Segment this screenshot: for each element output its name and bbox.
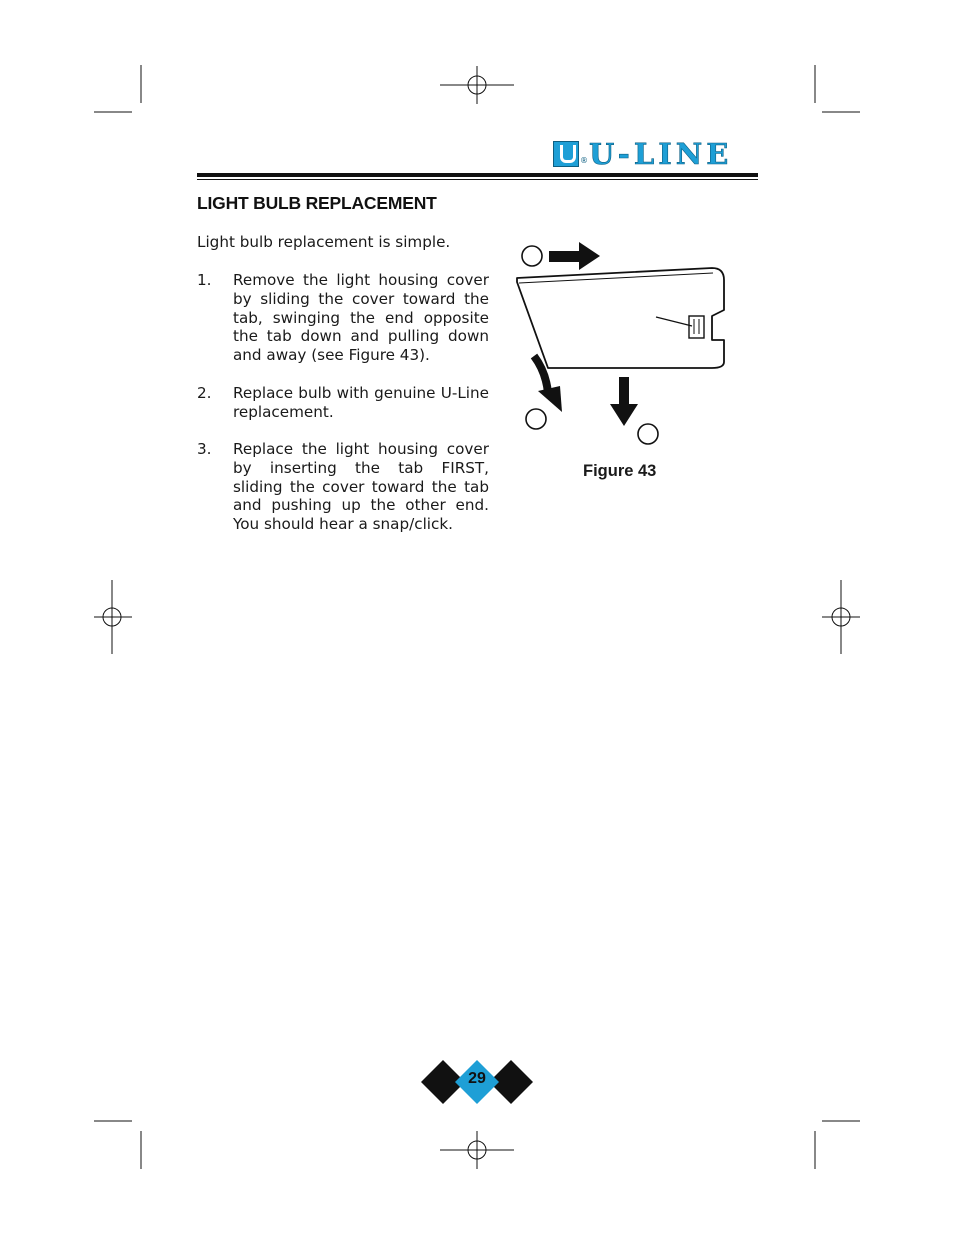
- pull-down-arrow-icon: [610, 377, 638, 426]
- step-text: Remove the light housing cover by sliding the cover toward the tab, swinging the end opposite the tab down and pulling down and away (see Figure 43).: [233, 271, 489, 365]
- figure-43-illustration: [505, 232, 735, 452]
- page-number: 29: [468, 1070, 486, 1087]
- brand-name: U-LINE: [589, 137, 733, 171]
- slide-right-arrow-icon: [549, 242, 600, 270]
- step-number: 2.: [197, 384, 212, 402]
- step-marker-circle: [638, 424, 658, 444]
- header-rule-thick: [197, 173, 758, 177]
- step-marker-circle: [522, 246, 542, 266]
- brand-logo: [553, 137, 759, 171]
- step-item: [197, 271, 491, 367]
- header-rule-thin: [197, 179, 758, 180]
- step-item: [197, 440, 491, 536]
- step-text: Replace bulb with genuine U-Line replacement.: [233, 384, 489, 421]
- tab-icon: [689, 316, 704, 338]
- registered-mark: ®: [580, 156, 588, 165]
- step-number: 1.: [197, 271, 212, 289]
- step-item: [197, 384, 491, 424]
- figure-caption: Figure 43: [583, 462, 657, 480]
- u-line-logo-icon: [553, 141, 579, 167]
- intro-text: Light bulb replacement is simple.: [197, 233, 451, 251]
- step-number: 3.: [197, 440, 212, 458]
- step-marker-circle: [526, 409, 546, 429]
- step-text: Replace the light housing cover by inserting the tab FIRST, sliding the cover toward the tab and pushing up the other end. You should hear a snap/click.: [233, 440, 489, 534]
- section-title: LIGHT BULB REPLACEMENT: [197, 193, 437, 213]
